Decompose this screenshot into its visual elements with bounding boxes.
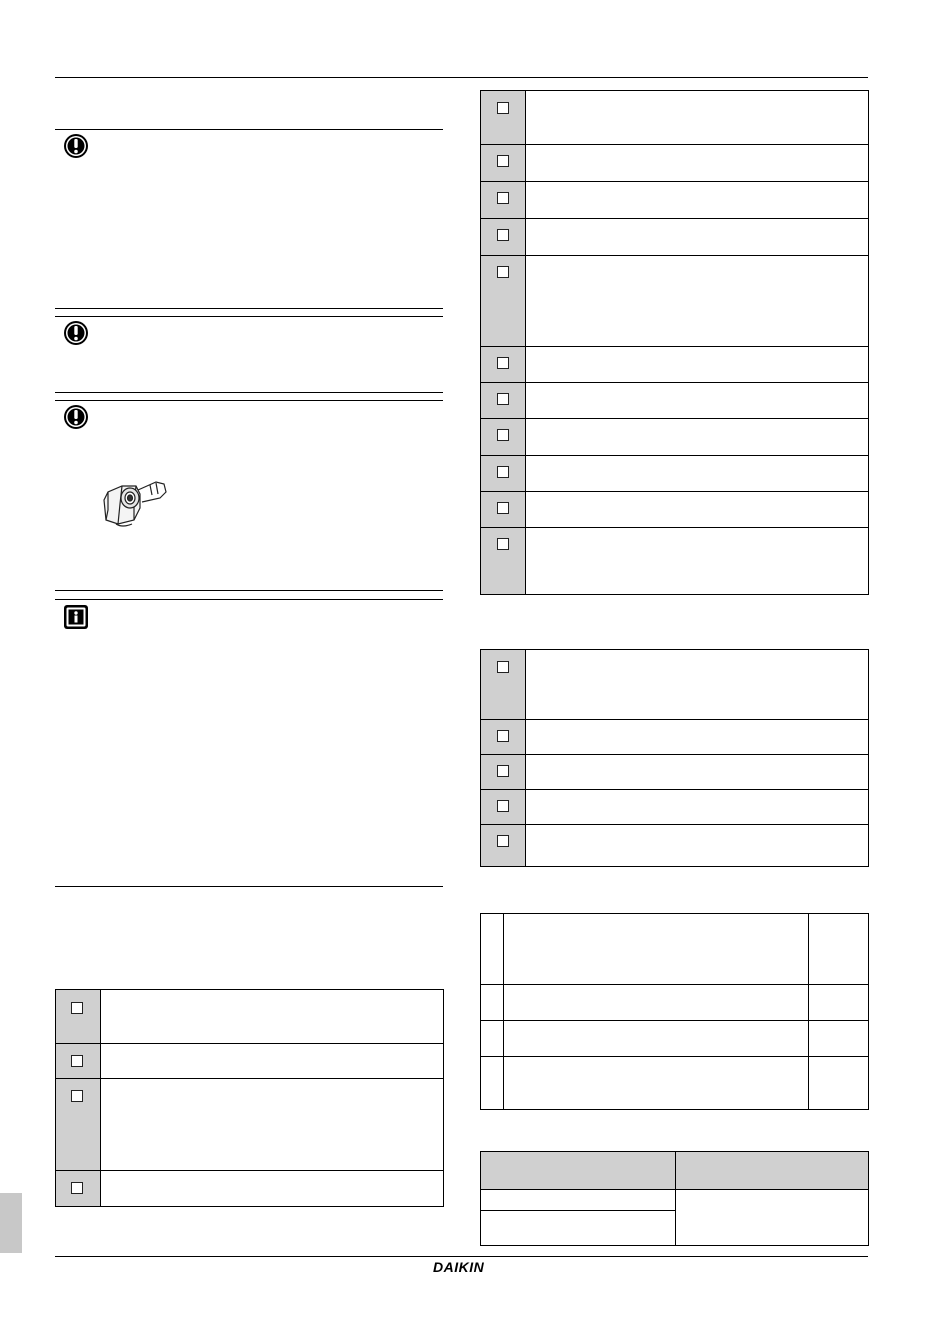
checkbox[interactable] — [497, 266, 509, 278]
table-row — [481, 824, 868, 825]
checkbox[interactable] — [497, 661, 509, 673]
info-icon — [63, 604, 89, 630]
checkbox[interactable] — [497, 730, 509, 742]
checklist-table — [480, 90, 869, 595]
note-divider — [55, 308, 443, 309]
exclamation-icon — [63, 320, 89, 346]
note-divider — [55, 590, 443, 591]
table-row — [56, 1078, 443, 1171]
chapter-side-tab — [0, 1193, 22, 1253]
exclamation-icon — [63, 133, 89, 159]
table-row — [56, 1170, 443, 1208]
table-row — [481, 181, 868, 182]
checkbox[interactable] — [497, 538, 509, 550]
note-divider — [55, 599, 443, 600]
table-row — [481, 255, 868, 256]
table-row — [56, 1043, 443, 1079]
table-row — [481, 1056, 868, 1057]
checkbox[interactable] — [71, 1055, 83, 1067]
checkbox[interactable] — [497, 102, 509, 114]
table-row — [481, 144, 868, 145]
note-divider — [55, 392, 443, 393]
table-row — [481, 754, 868, 755]
checkbox[interactable] — [71, 1090, 83, 1102]
column-divider — [808, 914, 809, 1109]
table-row — [481, 1210, 675, 1211]
table-row — [481, 1020, 868, 1021]
table-row — [481, 789, 868, 790]
table-row — [481, 382, 868, 383]
checkbox[interactable] — [497, 502, 509, 514]
checklist-table — [480, 649, 869, 867]
data-table — [480, 1151, 869, 1246]
table-row — [481, 491, 868, 492]
table-row — [481, 218, 868, 219]
table-row — [481, 346, 868, 347]
checkbox[interactable] — [497, 393, 509, 405]
footer-rule — [55, 1256, 868, 1257]
table-row — [481, 418, 868, 419]
note-divider — [55, 400, 443, 401]
checkbox[interactable] — [497, 229, 509, 241]
checkbox[interactable] — [497, 466, 509, 478]
checkbox[interactable] — [497, 835, 509, 847]
checkbox[interactable] — [497, 357, 509, 369]
table-row — [56, 990, 443, 1043]
header-rule — [55, 77, 868, 78]
exclamation-icon — [63, 404, 89, 430]
daikin-logo: DAIKIN — [433, 1259, 485, 1275]
checkbox[interactable] — [497, 429, 509, 441]
section-rule — [55, 886, 443, 887]
table-row — [481, 984, 868, 985]
note-divider — [55, 316, 443, 317]
note-divider — [55, 129, 443, 130]
checkbox-column — [481, 650, 526, 866]
column-divider — [503, 914, 504, 1109]
table-row — [481, 91, 868, 144]
checkbox[interactable] — [497, 800, 509, 812]
checkbox[interactable] — [71, 1182, 83, 1194]
table-row — [481, 455, 868, 456]
valve-fitting-illustration — [98, 474, 178, 532]
table-row — [481, 527, 868, 528]
checklist-table — [55, 989, 444, 1207]
checkbox[interactable] — [497, 155, 509, 167]
table-row — [481, 719, 868, 720]
checkbox[interactable] — [71, 1002, 83, 1014]
column-divider — [675, 1152, 676, 1245]
checkbox[interactable] — [497, 765, 509, 777]
data-table — [480, 913, 869, 1110]
checkbox[interactable] — [497, 192, 509, 204]
